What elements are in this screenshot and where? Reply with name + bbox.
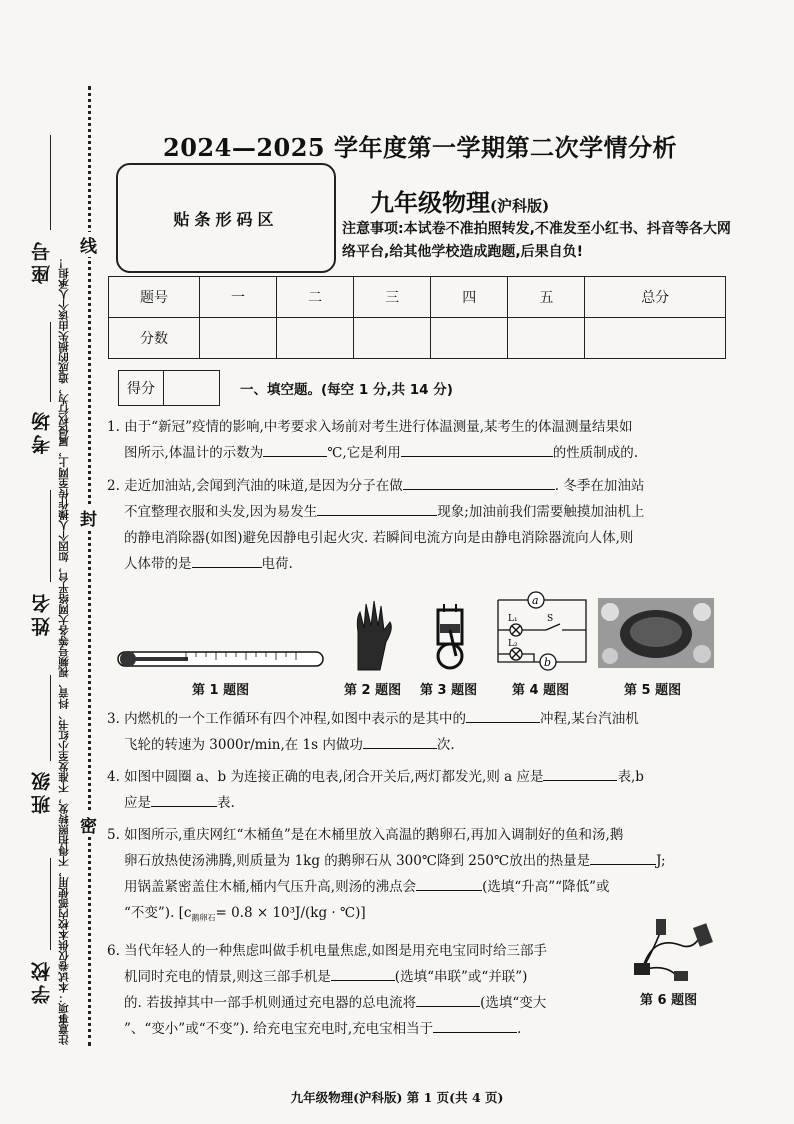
q1-blank-reading[interactable] [263,442,327,457]
q6-text: 的. 若拔掉其中一部手机则通过充电器的总电流将 [124,995,417,1011]
q2-text: 不宜整理衣服和头发,因为易发生 [124,504,318,520]
q2-line4 [107,551,732,577]
q6-text: 机同时充电的情景,则这三部手机是 [124,969,331,985]
q3-blank-stroke[interactable] [466,708,540,723]
edition-label: (沪科版) [490,197,550,215]
question-4 [107,764,732,816]
q4-blank-meter-a[interactable] [543,766,617,781]
q5-text: 用锅盖紧密盖住木桶,桶内气压升高,则汤的沸点会 [124,879,417,895]
q5-text: (选填“升高”“降低”或 [482,879,610,895]
q4-line1 [107,764,732,790]
seat-line [50,135,51,230]
q6-line4 [107,1016,627,1042]
q2-text: 人体带的是 [124,556,192,572]
score-header-cell: 三 [354,277,431,318]
q2-text: 电荷. [261,556,293,572]
q1-text: ℃,它是利用 [327,445,401,461]
q6-line2 [107,964,627,990]
page-footer: 九年级物理(沪科版) 第 1 页(共 4 页) [290,1090,504,1105]
figure-3-caption: 第 3 题图 [420,683,478,698]
score-header-cell: 四 [431,277,508,318]
q6-blank-current[interactable] [416,992,480,1007]
q3-blank-work-count[interactable] [363,734,437,749]
exam-room-label: 考场 [31,408,53,454]
circuit-diagram-figure [494,590,590,672]
score-cell[interactable] [585,318,726,359]
q5-line2 [107,848,732,874]
wooden-bucket-fish-figure [598,598,714,668]
name-label: 姓名 [31,590,53,636]
q6-text: (选填“串联”或“并联”) [394,969,528,985]
section-score-box [118,370,220,406]
thermometer-figure [116,640,328,676]
q1-blank-property[interactable] [401,442,553,457]
subject-name: 九年级物理 [370,188,490,217]
question-6 [107,938,627,1042]
q6-line3 [107,990,627,1016]
q3-text: 冲程,某台汽油机 [539,711,639,727]
figure-1-caption: 第 1 题图 [192,683,250,698]
q5-text: = 0.8 × 10³J/(kg · ℃)] [215,905,366,921]
caution-note: 注意事项:本试卷不准拍照转发,不准发至小红书、抖音等各大网络平台,给其他学校造成跑题,后果自负! [342,221,731,260]
meter-a-label: a [532,594,539,607]
figure-4-caption: 第 4 题图 [512,683,570,698]
score-table-value-row [109,318,726,359]
school-label: 学校 [31,958,53,1004]
q3-text: 次. [436,737,455,753]
q2-blank-charge[interactable] [192,553,262,568]
section-score-field[interactable] [164,371,208,405]
score-row-label: 分数 [109,318,200,359]
q5-text: 卵石放热使汤沸腾,则质量为 1kg 的鹅卵石从 300℃降到 250℃放出的热量是 [124,853,591,869]
lamp-2-label: L₂ [508,639,518,649]
q2-line3: 的静电消除器(如图)避免因静电引起火灾. 若瞬间电流方向是由静电消除器流向人体,则 [124,530,634,546]
score-header-cell: 五 [508,277,585,318]
question-3 [107,706,732,758]
q2-text: 现象;加油前我们需要触摸加油机上 [437,504,645,520]
score-cell[interactable] [200,318,277,359]
barcode-area [116,163,336,273]
q2-text: 2. 走近加油站,会闻到汽油的味道,是因为分子在做 [107,478,403,494]
seat-label: 座号 [31,238,53,284]
q1-text: 图所示,体温计的示数为 [124,445,264,461]
meter-b-label: b [544,656,552,669]
score-table-header-row [109,277,726,318]
seal-char-seal: 封 [80,505,97,530]
q6-blank-equivalent[interactable] [433,1018,517,1033]
seal-char-line: 线 [80,232,97,257]
seal-char-secret: 密 [80,812,97,837]
q5-line1: 5. 如图所示,重庆网红“木桶鱼”是在木桶里放入高温的鹅卵石,再加入调制好的鱼和汤,鹅 [107,827,624,843]
q4-blank-meter-b[interactable] [151,792,217,807]
exam-room-line [50,322,51,402]
q1-line1: 1. 由于“新冠”疫情的影响,中考要求入场前对考生进行体温测量,某考生的体温测量结果如 [107,419,633,435]
q2-blank-motion[interactable] [403,475,555,490]
q3-text: 飞轮的转速为 3000r/min,在 1s 内做功 [124,737,363,753]
q3-text: 3. 内燃机的一个工作循环有四个冲程,如图中表示的是其中的 [107,711,466,727]
engine-stroke-figure [428,600,472,672]
q4-text: 应是 [124,795,151,811]
score-header-cell: 题号 [109,277,200,318]
score-table [108,276,726,359]
switch-label: S [547,614,554,624]
q1-line2 [107,440,732,466]
name-line [50,490,51,582]
q5-text: “不变”). [c [124,905,192,921]
q4-text: 4. 如图中圆圈 a、b 为连接正确的电表,闭合开关后,两灯都发光,则 a 应是 [107,769,544,785]
school-line [50,858,51,950]
q5-text: J; [656,853,666,869]
section-title: 一、填空题。(每空 1 分,共 14 分) [240,382,453,398]
score-cell[interactable] [431,318,508,359]
q5-subscript: 鹅卵石 [191,913,216,923]
question-1 [107,414,732,466]
lamp-1-label: L₁ [508,614,518,624]
score-header-cell: 总分 [585,277,726,318]
score-cell[interactable] [354,318,431,359]
q4-text: 表. [217,795,235,811]
question-2 [107,473,732,577]
q5-blank-boiling-point[interactable] [416,876,482,891]
subject-title [370,183,549,218]
q2-text: . 冬季在加油站 [554,478,645,494]
q6-line1: 6. 当代年轻人的一种焦虑叫做手机电量焦虑,如图是用充电宝同时给三部手 [107,943,547,959]
q6-blank-connection[interactable] [331,966,395,981]
score-header-cell: 二 [277,277,354,318]
barcode-label: 贴条形码区 [173,209,279,229]
class-line [50,675,51,761]
q2-blank-phenomenon[interactable] [317,501,437,516]
binding-notice: 注意事项：本试卷仅供本校内部使用，不得拍照转发，不准发至小红书、抖音、视频号等各大网络平台，如因个人操作传至网上，属侵权行为，造成的损失由该个人承担！ [58,257,70,1045]
static-eliminator-figure [350,598,396,672]
q3-line1 [107,706,732,732]
q4-line2 [107,790,732,816]
q2-line2 [107,499,732,525]
q5-line3 [107,874,732,900]
q4-text: 表,b [617,769,644,785]
score-cell[interactable] [508,318,585,359]
seal-dotted-line [88,86,91,1046]
q5-blank-heat[interactable] [590,850,656,865]
class-label: 班级 [31,768,53,814]
section-score-label: 得分 [119,371,164,405]
page-title: 2024—2025 学年度第一学期第二次学情分析 [163,133,677,162]
figure-2-caption: 第 2 题图 [344,683,402,698]
figure-5-caption: 第 5 题图 [624,683,682,698]
score-header-cell: 一 [200,277,277,318]
figure-6-caption: 第 6 题图 [640,993,698,1008]
q3-line2 [107,732,732,758]
q6-text: (选填“变大 [480,995,547,1011]
power-bank-figure [632,915,722,983]
q2-line1 [107,473,732,499]
score-cell[interactable] [277,318,354,359]
q1-text: 的性质制成的. [552,445,638,461]
q6-text: . [517,1021,522,1037]
q6-text: ”、“变小”或“不变”). 给充电宝充电时,充电宝相当于 [124,1021,434,1037]
